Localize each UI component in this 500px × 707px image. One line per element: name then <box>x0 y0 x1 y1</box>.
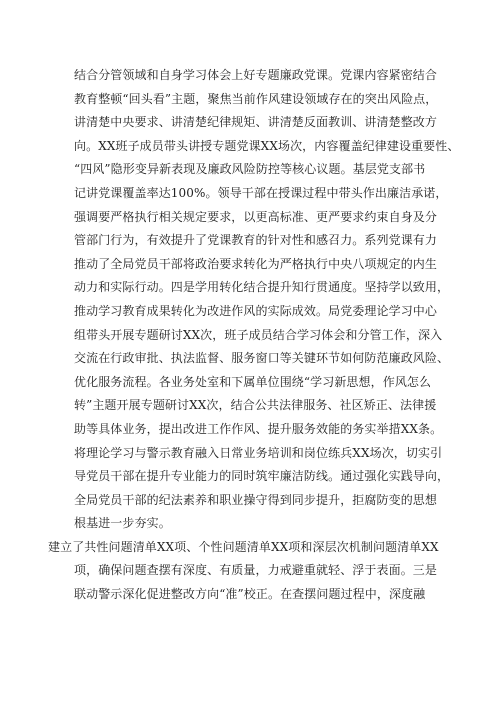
text-line: 助等具体业务，提出改进工作作风、提升服务效能的务实举措XX条。 <box>74 421 443 436</box>
paragraph-2 <box>48 536 439 607</box>
text-line: 管部门行为，有效提升了党课教育的针对性和感召力。系列党课有力 <box>74 233 438 248</box>
text-line: 结合分管领域和自身学习体会上好专题廉政党课。党课内容紧密结合 <box>74 68 438 82</box>
text-line: 全局党员干部的纪法素养和职业操守得到同步提升，拒腐防变的思想 <box>74 492 438 507</box>
text-line: 联动警示深化促进整改方向“准”校正。在查摆问题过程中，深度融 <box>74 587 426 602</box>
text-line: 优化服务流程。各业务处室和下属单位围绕“学习新思想，作风怎么 <box>74 374 432 389</box>
text-line: “四风”隐形变异新表现及廉政风险防控等核心议题。基层党支部书 <box>74 162 426 177</box>
text-line: 记讲党课覆盖率达100%。领导干部在授课过程中带头作出廉洁承诺， <box>74 185 448 200</box>
text-line: 项，确保问题查摆有深度、有质量，力戒避重就轻、浮于表面。三是 <box>74 563 438 578</box>
text-line: 组带头开展专题研讨XX次，班子成员结合学习体会和分管工作，深入 <box>74 327 443 342</box>
text-line: 推动了全局党员干部将政治要求转化为严格执行中央八项规定的内生 <box>74 256 438 271</box>
text-line: 讲清楚中央要求、讲清楚纪律规矩、讲清楚反面教训、讲清楚整改方 <box>74 115 438 130</box>
text-line: 将理论学习与警示教育融入日常业务培训和岗位练兵XX场次，切实引 <box>74 445 443 460</box>
text-line: 推动学习教育成果转化为改进作风的实际成效。局党委理论学习中心 <box>74 303 438 318</box>
text-line: 交流在行政审批、执法监督、服务窗口等关键环节如何防范廉政风险、 <box>74 351 450 366</box>
paragraph-1 <box>74 64 460 536</box>
text-line: 动力和实际行动。四是学用转化结合提升知行贯通度。坚持学以致用， <box>74 280 450 295</box>
text-line: 建立了共性问题清单XX项、个性问题清单XX项和深层次机制问题清单XX <box>48 539 439 554</box>
text-line: 导党员干部在提升专业能力的同时筑牢廉洁防线。通过强化实践导向， <box>74 469 450 484</box>
document-body <box>48 64 460 607</box>
text-line: 根基进一步夯实。 <box>74 516 171 531</box>
text-line: 教育整顿“回头看”主题，聚焦当前作风建设领域存在的突出风险点， <box>74 91 438 106</box>
text-line: 强调要严格执行相关规定要求，以更高标准、更严要求约束自身及分 <box>74 209 438 224</box>
text-line: 向。XX班子成员带头讲授专题党课XX场次，内容覆盖纪律建设重要性、 <box>74 138 460 153</box>
text-line: 转”主题开展专题研讨XX次，结合公共法律服务、社区矫正、法律援 <box>74 398 437 413</box>
